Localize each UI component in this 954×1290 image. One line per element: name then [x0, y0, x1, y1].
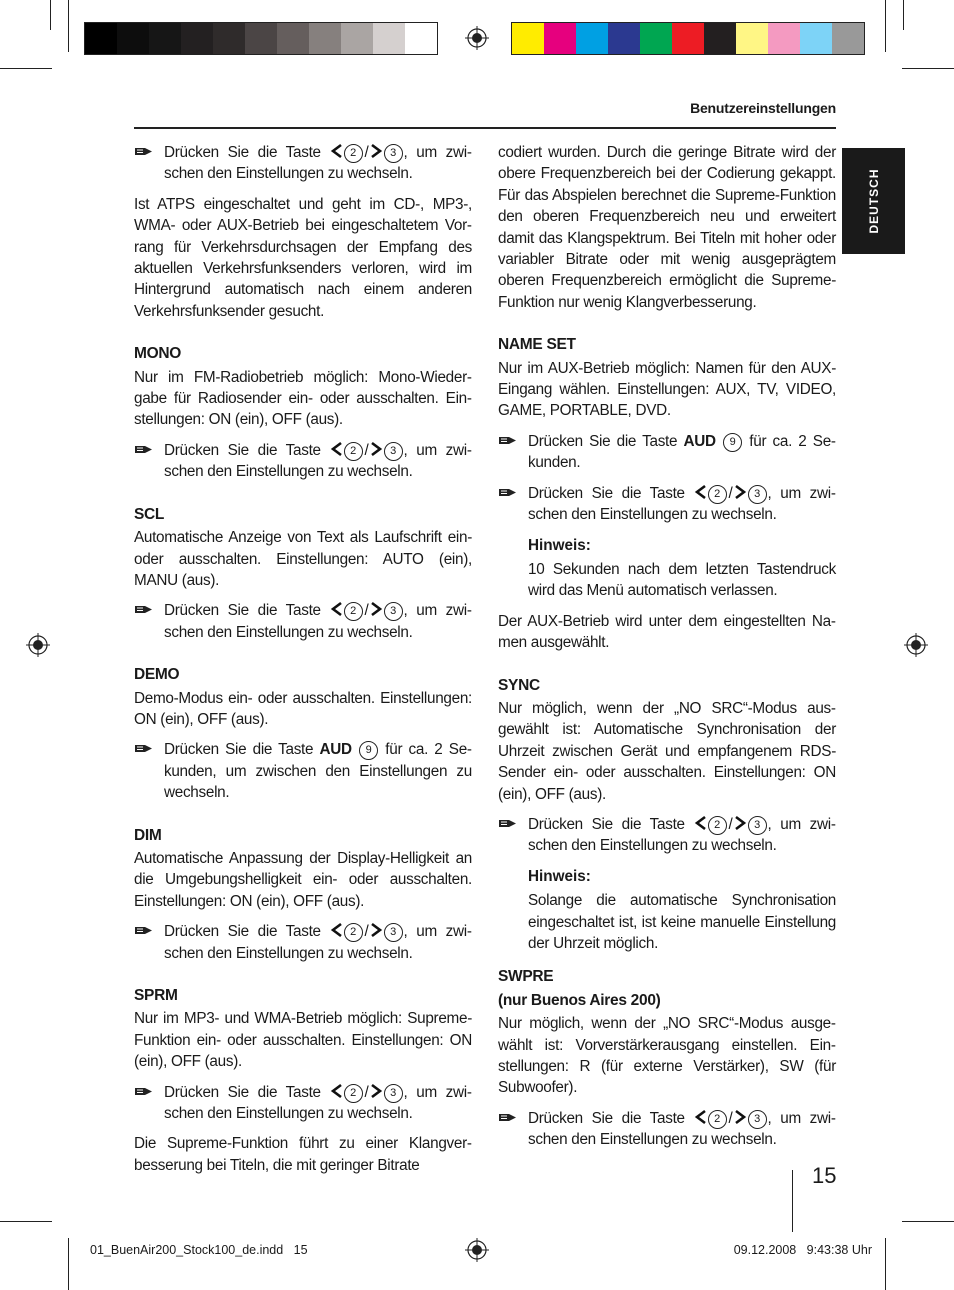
- body-paragraph: codiert wurden. Durch die geringe Bitrate wird der obere Frequenzbereich bei der Codierung gekappt. Für das Abspielen berechnet die Supreme-Funktion den oberen Frequenzbereich neu und erweitert damit das Klangspektrum. Bei Titeln mit hoher oder variabler Bitrate oder mit wenig ausgeprägtem oberen Frequenzbereich ermöglicht die Supreme-Funktion nur wenig Klangverbesserung.: [498, 144, 836, 311]
- color-swatch: [736, 23, 768, 54]
- pointing-hand-icon: [498, 486, 517, 499]
- step-text-post: , um zwischen den Einstellungen zu wechseln.: [528, 484, 836, 524]
- section-heading-swpre: SWPRE: [498, 968, 554, 986]
- note-heading: Hinweis:: [528, 867, 591, 885]
- aud-key-label: AUD: [683, 432, 716, 450]
- color-swatch: [544, 23, 576, 54]
- step-text-pre: Drücken Sie die Taste: [164, 144, 321, 161]
- section-heading-sprm: SPRM: [134, 987, 178, 1004]
- chevron-left-icon: [694, 815, 707, 831]
- section-heading-name-set: NAME SET: [498, 336, 576, 354]
- pointing-hand-icon: [134, 443, 153, 456]
- crop-mark: [50, 0, 51, 30]
- step-text-post: , um zwischen den Einstellungen zu wechseln.: [528, 815, 836, 855]
- key-3-badge: 3: [384, 923, 403, 942]
- color-swatch: [373, 23, 405, 54]
- body-paragraph: Demo-Modus ein- oder ausschalten. Einstellungen: ON (ein), OFF (aus).: [134, 689, 472, 728]
- body-paragraph: Nur im FM-Radiobetrieb möglich: Mono-Wiedergabe für Radiosender ein- oder ausschalten. Einstellungen: ON (ein), OFF (aus).: [134, 368, 472, 429]
- color-swatch: [672, 23, 704, 54]
- instruction-step: [498, 431, 836, 474]
- color-swatch: [309, 23, 341, 54]
- chevron-left-icon: [330, 441, 343, 457]
- key-3-badge: 3: [384, 442, 403, 461]
- step-text-post: , um zwischen den Einstellungen zu wechseln.: [164, 441, 472, 481]
- chevron-left-icon: [330, 143, 343, 159]
- key-2-badge: 2: [344, 1084, 363, 1103]
- step-text-post: für ca. 2 Sekunden, um zwischen den Einstellungen zu wechseln.: [164, 741, 473, 802]
- step-text-pre: Drücken Sie die Taste: [164, 923, 321, 941]
- step-text-pre: Drücken Sie die Taste: [528, 432, 678, 450]
- step-text-post: , um zwischen den Einstellungen zu wechseln.: [164, 1083, 472, 1123]
- chevron-left-icon: [330, 601, 343, 617]
- color-swatch: [832, 23, 864, 54]
- crosshair-registration-icon: [904, 633, 928, 657]
- body-paragraph: Nur möglich, wenn der „NO SRC“-Modus ausgewählt ist: Vorverstärkerausgang einstellen. Einstellungen: R (für externe Verstärker), SW (für Subwoofer).: [498, 1015, 836, 1097]
- body-paragraph: Nur möglich, wenn der „NO SRC“-Modus ausgewählt ist: Automatische Synchronisation der Uhrzeit zwischen Gerät und empfangenem RDS-Sender ein- oder ausschalten. Einstellungen: ON (ein), OFF (aus).: [498, 699, 836, 803]
- page-number-rule: [792, 1170, 793, 1232]
- color-swatch: [181, 23, 213, 54]
- body-paragraph: Der AUX-Betrieb wird unter dem eingestellten Namen ausgewählt.: [498, 612, 836, 652]
- chevron-right-icon: [370, 1083, 383, 1099]
- crosshair-registration-icon: [26, 633, 50, 657]
- color-swatch: [512, 23, 544, 54]
- note-box: [498, 866, 836, 955]
- instruction-step: [498, 1108, 836, 1151]
- right-column: [498, 142, 836, 1160]
- key-9-badge: 9: [359, 741, 378, 760]
- print-timestamp: 09.12.2008 9:43:38 Uhr: [733, 1243, 872, 1257]
- pointing-hand-icon: [134, 1085, 153, 1098]
- key-2-badge: 2: [708, 485, 727, 504]
- step-text-post: , um zwischen den Einstellungen zu wechseln.: [528, 1109, 836, 1149]
- chevron-left-icon: [330, 1083, 343, 1099]
- header-rule: [134, 127, 836, 129]
- crop-mark: [0, 1221, 52, 1222]
- pointing-hand-icon: [134, 742, 153, 755]
- step-text-pre: Drücken Sie die Taste: [164, 741, 314, 759]
- key-9-badge: 9: [723, 433, 742, 452]
- page-number: 15: [812, 1163, 837, 1188]
- crop-mark: [68, 1238, 69, 1290]
- instruction-step: [498, 814, 836, 857]
- pointing-hand-icon: [498, 434, 517, 447]
- body-paragraph: Nur im AUX-Betrieb möglich: Namen für den AUX-Eingang wählen. Einstellungen: AUX, TV, VIDEO, GAME, PORTABLE, DVD.: [498, 359, 836, 420]
- section-subheading-swpre: (nur Buenos Aires 200): [498, 991, 661, 1009]
- color-swatch: [608, 23, 640, 54]
- color-swatch: [341, 23, 373, 54]
- color-swatch: [576, 23, 608, 54]
- instruction-step: [134, 600, 472, 643]
- body-paragraph: Automatische Anzeige von Text als Laufschrift ein- oder ausschalten. Einstellungen: AUTO (ein), MANU (aus).: [134, 529, 472, 589]
- step-text-post: , um zwischen den Einstellungen zu wechseln.: [164, 602, 472, 641]
- body-paragraph: Ist ATPS eingeschaltet und geht im CD-, MP3-, WMA- oder AUX-Betrieb bei eingeschaltetem Vorrang für Verkehrsdurchsagen der Empfang des aktuellen Verkehrsfunksenders verloren, wird im Hintergrund automatisch nach einem anderen Verkehrsfunksender gesucht.: [134, 195, 472, 320]
- crop-mark: [902, 1221, 954, 1222]
- key-2-badge: 2: [344, 144, 363, 163]
- chevron-right-icon: [370, 601, 383, 617]
- crop-mark: [902, 68, 954, 69]
- color-swatch: [768, 23, 800, 54]
- color-swatch: [405, 23, 437, 54]
- key-separator: /: [364, 602, 369, 620]
- section-heading-mono: MONO: [134, 345, 182, 363]
- language-tab: [842, 148, 905, 254]
- color-swatch: [85, 23, 117, 54]
- color-swatch: [149, 23, 181, 54]
- key-separator: /: [728, 815, 733, 833]
- instruction-step: [134, 142, 472, 185]
- key-separator: /: [364, 441, 369, 459]
- key-3-badge: 3: [748, 816, 767, 835]
- chevron-right-icon: [370, 143, 383, 159]
- note-heading: Hinweis:: [528, 536, 591, 554]
- pointing-hand-icon: [134, 924, 153, 937]
- step-text-pre: Drücken Sie die Taste: [164, 441, 321, 459]
- section-heading-scl: SCL: [134, 505, 165, 523]
- key-separator: /: [364, 144, 369, 161]
- note-text: Solange die automatische Synchronisation eingeschaltet ist, ist keine manuelle Einstellung der Uhrzeit möglich.: [528, 892, 836, 952]
- body-paragraph: Die Supreme-Funktion führt zu einer Klangverbesserung bei Titeln, die mit geringer Bitrate: [134, 1135, 472, 1174]
- key-3-badge: 3: [748, 485, 767, 504]
- body-paragraph: Nur im MP3- und WMA-Betrieb möglich: Supreme-Funktion ein- oder ausschalten. Einstellungen: ON (ein), OFF (aus).: [134, 1010, 472, 1071]
- chevron-right-icon: [370, 441, 383, 457]
- key-2-badge: 2: [708, 816, 727, 835]
- pointing-hand-icon: [134, 145, 153, 158]
- chevron-left-icon: [330, 922, 343, 938]
- note-text: 10 Sekunden nach dem letzten Tastendruck wird das Menü automatisch verlassen.: [528, 560, 836, 600]
- language-tab-label: DEUTSCH: [866, 168, 881, 234]
- grayscale-color-bar: [84, 22, 438, 55]
- key-separator: /: [364, 1083, 369, 1101]
- crop-mark: [0, 68, 52, 69]
- instruction-step: [498, 483, 836, 526]
- section-heading-dim: DIM: [134, 826, 162, 844]
- left-column: [134, 142, 472, 1185]
- aud-key-label: AUD: [319, 741, 352, 759]
- color-swatch: [245, 23, 277, 54]
- color-swatch: [277, 23, 309, 54]
- step-text-pre: Drücken Sie die Taste: [528, 1109, 685, 1127]
- instruction-step: [134, 739, 472, 803]
- process-color-bar: [511, 22, 865, 55]
- step-text-post: , um zwischen den Einstellungen zu wechseln.: [164, 923, 472, 962]
- chevron-left-icon: [694, 1109, 707, 1125]
- key-separator: /: [364, 923, 369, 941]
- color-swatch: [117, 23, 149, 54]
- instruction-step: [134, 921, 472, 964]
- step-text-pre: Drücken Sie die Taste: [164, 1083, 321, 1101]
- key-separator: /: [728, 484, 733, 502]
- crosshair-registration-icon: [465, 1238, 489, 1262]
- crop-mark: [885, 1238, 886, 1290]
- crop-mark: [68, 0, 69, 52]
- key-2-badge: 2: [708, 1110, 727, 1129]
- color-swatch: [213, 23, 245, 54]
- step-text-pre: Drücken Sie die Taste: [528, 815, 685, 833]
- note-box: [498, 535, 836, 602]
- pointing-hand-icon: [498, 1111, 517, 1124]
- instruction-step: [134, 440, 472, 483]
- step-text-pre: Drücken Sie die Taste: [164, 602, 321, 620]
- step-text-post: , um zwischen den Einstellungen zu wechseln.: [164, 144, 472, 183]
- key-separator: /: [728, 1109, 733, 1127]
- chevron-left-icon: [694, 484, 707, 500]
- crop-mark: [885, 0, 886, 52]
- crop-mark: [903, 0, 904, 30]
- key-2-badge: 2: [344, 442, 363, 461]
- key-2-badge: 2: [344, 602, 363, 621]
- step-text-pre: Drücken Sie die Taste: [528, 484, 685, 502]
- body-paragraph: Automatische Anpassung der Display-Helligkeit an die Umgebungshelligkeit ein- oder ausschalten. Einstellungen: ON (ein), OFF (aus).: [134, 849, 472, 910]
- key-2-badge: 2: [344, 923, 363, 942]
- key-3-badge: 3: [384, 602, 403, 621]
- key-3-badge: 3: [384, 1084, 403, 1103]
- crosshair-registration-icon: [465, 26, 489, 50]
- instruction-step: [134, 1082, 472, 1125]
- section-heading-sync: SYNC: [498, 676, 540, 694]
- section-heading-demo: DEMO: [134, 666, 180, 684]
- color-swatch: [640, 23, 672, 54]
- color-swatch: [704, 23, 736, 54]
- key-3-badge: 3: [748, 1110, 767, 1129]
- chevron-right-icon: [734, 815, 747, 831]
- step-text-post: für ca. 2 Sekunden.: [528, 432, 837, 472]
- pointing-hand-icon: [134, 603, 153, 616]
- chevron-right-icon: [734, 484, 747, 500]
- chevron-right-icon: [370, 922, 383, 938]
- chevron-right-icon: [734, 1109, 747, 1125]
- pointing-hand-icon: [498, 817, 517, 830]
- file-slug: 01_BuenAir200_Stock100_de.indd 15: [90, 1243, 308, 1257]
- color-swatch: [800, 23, 832, 54]
- key-3-badge: 3: [384, 144, 403, 163]
- running-header: Benutzereinstellungen: [690, 100, 836, 116]
